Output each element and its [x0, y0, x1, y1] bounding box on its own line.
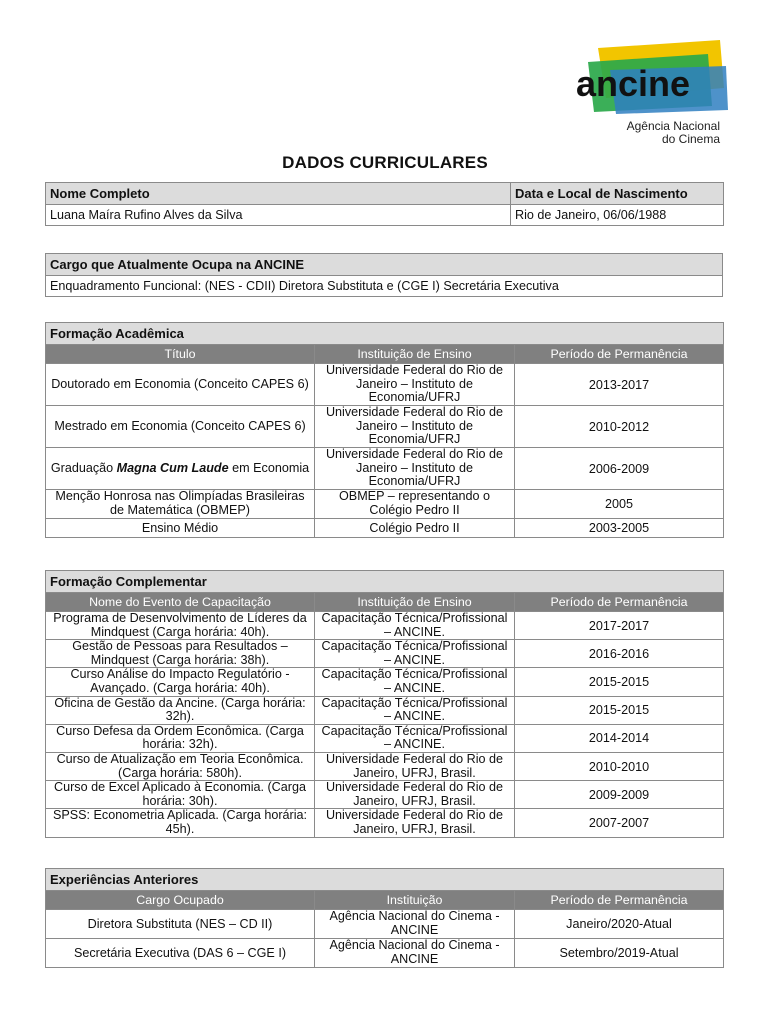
complementary-col-event: Nome do Evento de Capacitação — [46, 593, 315, 612]
event-name: Oficina de Gestão da Ancine. (Carga horária: 32h). — [46, 696, 315, 724]
table-row — [46, 448, 724, 490]
table-row — [46, 696, 724, 724]
name-label: Nome Completo — [46, 183, 511, 205]
logo-wordmark: ancine — [576, 63, 691, 104]
birth-label: Data e Local de Nascimento — [511, 183, 724, 205]
experience-position: Secretária Executiva (DAS 6 – CGE I) — [46, 939, 315, 968]
document-title: DADOS CURRICULARES — [282, 153, 488, 172]
event-name: Curso Defesa da Ordem Econômica. (Carga horária: 32h). — [46, 724, 315, 752]
table-row — [46, 752, 724, 780]
complementary-table — [45, 570, 724, 838]
event-period: 2017-2017 — [515, 612, 724, 640]
title-suffix: em Economia — [228, 460, 310, 475]
experience-institution: Agência Nacional do Cinema - ANCINE — [315, 939, 515, 968]
event-name: Curso de Excel Aplicado à Economia. (Carga horária: 30h). — [46, 781, 315, 809]
academic-title: Ensino Médio — [46, 519, 315, 538]
event-institution: Capacitação Técnica/Profissional – ANCINE. — [315, 612, 515, 640]
event-period: 2014-2014 — [515, 724, 724, 752]
identification-table — [45, 182, 724, 226]
experience-table — [45, 868, 724, 968]
academic-title — [46, 448, 315, 490]
academic-title: Doutorado em Economia (Conceito CAPES 6) — [46, 364, 315, 406]
academic-period: 2005 — [515, 490, 724, 519]
event-institution: Universidade Federal do Rio de Janeiro, UFRJ, Brasil. — [315, 781, 515, 809]
academic-period: 2010-2012 — [515, 406, 724, 448]
event-period: 2015-2015 — [515, 668, 724, 696]
event-institution: Capacitação Técnica/Profissional – ANCINE. — [315, 696, 515, 724]
academic-title: Mestrado em Economia (Conceito CAPES 6) — [46, 406, 315, 448]
complementary-col-period: Período de Permanência — [515, 593, 724, 612]
experience-col-position: Cargo Ocupado — [46, 891, 315, 910]
title-emphasis: Magna Cum Laude — [116, 460, 229, 475]
event-period: 2009-2009 — [515, 781, 724, 809]
event-institution: Universidade Federal do Rio de Janeiro, UFRJ, Brasil. — [315, 752, 515, 780]
table-row — [46, 781, 724, 809]
academic-label: Formação Acadêmica — [46, 323, 724, 345]
academic-period: 2006-2009 — [515, 448, 724, 490]
academic-title: Menção Honrosa nas Olimpíadas Brasileiras de Matemática (OBMEP) — [46, 490, 315, 519]
event-institution: Universidade Federal do Rio de Janeiro, UFRJ, Brasil. — [315, 809, 515, 837]
event-name: Gestão de Pessoas para Resultados – Mindquest (Carga horária: 38h). — [46, 640, 315, 668]
table-row — [46, 490, 724, 519]
table-row — [46, 640, 724, 668]
event-institution: Capacitação Técnica/Profissional – ANCINE. — [315, 724, 515, 752]
event-period: 2016-2016 — [515, 640, 724, 668]
event-period: 2007-2007 — [515, 809, 724, 837]
academic-col-period: Período de Permanência — [515, 345, 724, 364]
academic-institution: Universidade Federal do Rio de Janeiro – Instituto de Economia/UFRJ — [315, 448, 515, 490]
academic-institution: Universidade Federal do Rio de Janeiro – Instituto de Economia/UFRJ — [315, 364, 515, 406]
table-row — [46, 406, 724, 448]
current-position-table — [45, 253, 723, 297]
event-institution: Capacitação Técnica/Profissional – ANCINE. — [315, 668, 515, 696]
experience-institution: Agência Nacional do Cinema - ANCINE — [315, 910, 515, 939]
complementary-col-institution: Instituição de Ensino — [315, 593, 515, 612]
event-period: 2015-2015 — [515, 696, 724, 724]
full-name: Luana Maíra Rufino Alves da Silva — [46, 205, 511, 226]
experience-col-period: Período de Permanência — [515, 891, 724, 910]
complementary-label: Formação Complementar — [46, 571, 724, 593]
academic-col-title: Título — [46, 345, 315, 364]
experience-period: Janeiro/2020-Atual — [515, 910, 724, 939]
experience-col-institution: Instituição — [315, 891, 515, 910]
table-row — [46, 939, 724, 968]
academic-col-institution: Instituição de Ensino — [315, 345, 515, 364]
academic-period: 2013-2017 — [515, 364, 724, 406]
experience-position: Diretora Substituta (NES – CD II) — [46, 910, 315, 939]
current-position-value: Enquadramento Funcional: (NES - CDII) Diretora Substituta e (CGE I) Secretária Executiva — [46, 276, 723, 297]
experience-period: Setembro/2019-Atual — [515, 939, 724, 968]
academic-institution: Colégio Pedro II — [315, 519, 515, 538]
table-row — [46, 809, 724, 837]
academic-institution: OBMEP – representando o Colégio Pedro II — [315, 490, 515, 519]
academic-institution: Universidade Federal do Rio de Janeiro – Instituto de Economia/UFRJ — [315, 406, 515, 448]
event-name: Curso de Atualização em Teoria Econômica. (Carga horária: 580h). — [46, 752, 315, 780]
academic-period: 2003-2005 — [515, 519, 724, 538]
event-name: SPSS: Econometria Aplicada. (Carga horária: 45h). — [46, 809, 315, 837]
logo-subtitle-line1: Agência Nacional — [626, 119, 720, 133]
event-institution: Capacitação Técnica/Profissional – ANCINE. — [315, 640, 515, 668]
title-prefix: Graduação — [50, 460, 117, 475]
ancine-logo — [570, 40, 730, 148]
birth-info: Rio de Janeiro, 06/06/1988 — [511, 205, 724, 226]
table-row — [46, 612, 724, 640]
table-row — [46, 668, 724, 696]
current-position-label: Cargo que Atualmente Ocupa na ANCINE — [46, 254, 723, 276]
logo-subtitle-line2: do Cinema — [661, 132, 720, 146]
table-row — [46, 364, 724, 406]
event-name: Curso Análise do Impacto Regulatório - Avançado. (Carga horária: 40h). — [46, 668, 315, 696]
table-row — [46, 519, 724, 538]
event-period: 2010-2010 — [515, 752, 724, 780]
table-row — [46, 910, 724, 939]
experience-label: Experiências Anteriores — [46, 869, 724, 891]
event-name: Programa de Desenvolvimento de Líderes da Mindquest (Carga horária: 40h). — [46, 612, 315, 640]
table-row — [46, 724, 724, 752]
academic-table — [45, 322, 724, 538]
